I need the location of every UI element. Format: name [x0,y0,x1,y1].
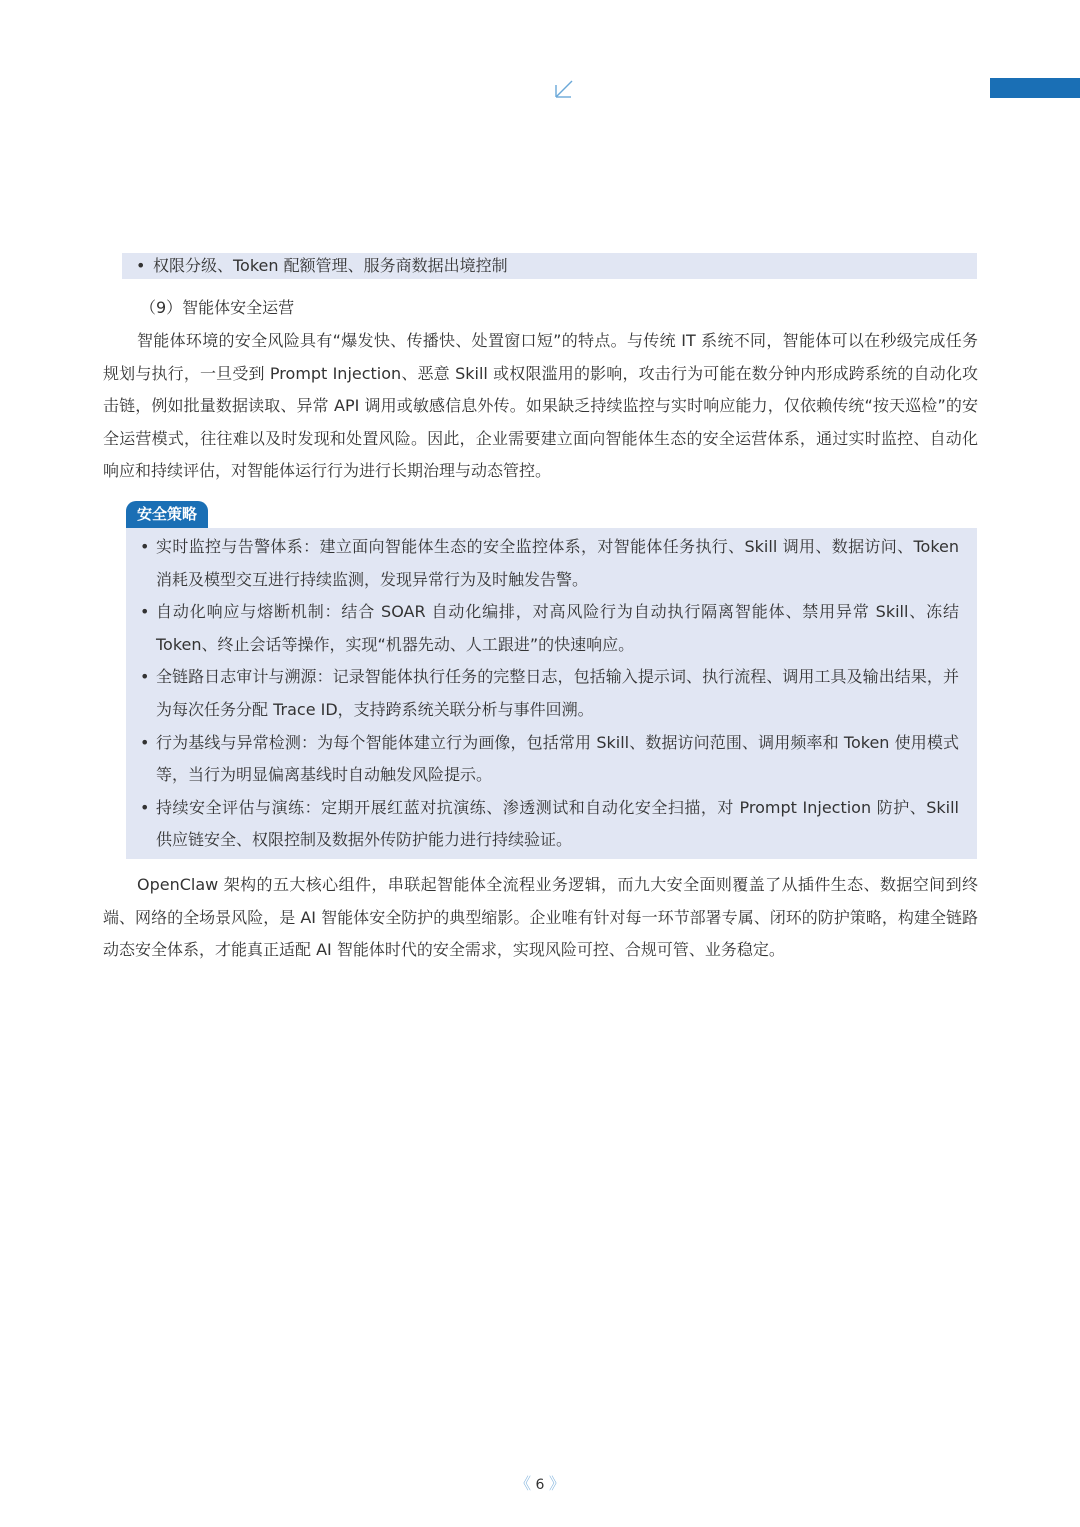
arrow-down-left-icon [552,77,576,101]
page-number [0,1473,1080,1496]
strategy-item-text: 自动化响应与熔断机制：结合 SOAR 自动化编排，对高风险行为自动执行隔离智能体、禁用异常 Skill、冻结 Token、终止会话等操作，实现“机器先动、人工跟进”的快速响应。 [156,602,959,654]
page-bracket-right: 》 [548,1474,565,1493]
section-paragraph: 智能体环境的安全风险具有“爆发快、传播快、处置窗口短”的特点。与传统 IT 系统不同，智能体可以在秒级完成任务规划与执行，一旦受到 Prompt Injection、恶意 Skill 或权限滥用的影响，攻击行为可能在数分钟内形成跨系统的自动化攻击链，例如批量数据读取、异常 API 调用或敏感信息外传。如果缺乏持续监控与实时响应能力，仅依赖传统“按天巡检”的安全运营模式，往往难以及时发现和处置风险。因此，企业需要建立面向智能体生态的安全运营体系，通过实时监控、自动化响应和持续评估，对智能体运行行为进行长期治理与动态管控。 [103,331,978,481]
bullet: • [140,732,150,752]
section-title: （9）智能体安全运营 [140,298,295,317]
strategy-tag: 安全策略 [126,501,208,528]
conclusion-paragraph: OpenClaw 架构的五大核心组件，串联起智能体全流程业务逻辑，而九大安全面则覆盖了从插件生态、数据空间到终端、网络的全场景风险，是 AI 智能体安全防护的典型缩影。企业唯有针对每一环节部署专属、闭环的防护策略，构建全链路动态安全体系，才能真正适配 AI 智能体时代的安全需求，实现风险可控、合规可管、业务稳定。 [103,875,978,960]
strategy-item [140,596,959,661]
strategy-box [126,528,977,859]
bullet: • [140,537,150,556]
bullet: • [140,797,150,817]
top-policy-text: 权限分级、Token 配额管理、服务商数据出境控制 [153,256,508,275]
strategy-item [140,661,959,726]
bullet: • [140,667,150,687]
corner-accent-bar [990,78,1080,98]
strategy-item-text: 全链路日志审计与溯源：记录智能体执行任务的完整日志，包括输入提示词、执行流程、调用工具及输出结果，并为每次任务分配 Trace ID，支持跨系统关联分析与事件回溯。 [156,667,959,719]
strategy-item [140,727,959,792]
strategy-item-text: 行为基线与异常检测：为每个智能体建立行为画像，包括常用 Skill、数据访问范围、调用频率和 Token 使用模式等，当行为明显偏离基线时自动触发风险提示。 [156,732,959,785]
top-policy-box [122,253,977,279]
strategy-item-text: 持续安全评估与演练：定期开展红蓝对抗演练、渗透测试和自动化安全扫描，对 Prompt Injection 防护、Skill 供应链安全、权限控制及数据外传防护能力进行持续验证。 [156,797,959,850]
strategy-item [140,792,959,857]
page-number-value: 6 [535,1477,545,1493]
bullet: • [140,602,150,622]
page-bracket-left: 《 [515,1474,532,1493]
strategy-item [140,531,959,596]
bullet: • [136,256,146,275]
strategy-item-text: 实时监控与告警体系：建立面向智能体生态的安全监控体系，对智能体任务执行、Skill 调用、数据访问、Token 消耗及模型交互进行持续监测，发现异常行为及时触发告警。 [156,537,959,589]
